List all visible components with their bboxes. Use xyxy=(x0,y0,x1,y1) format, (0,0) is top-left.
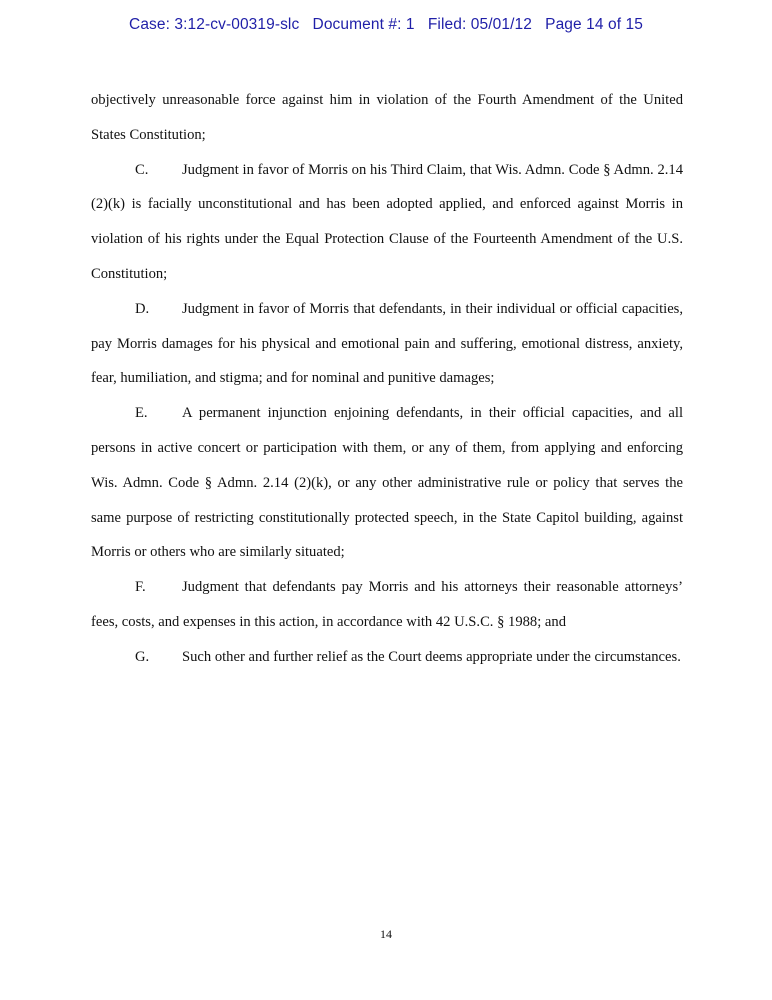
relief-item-text: Such other and further relief as the Court deems appropriate under the circumstances. xyxy=(182,648,681,665)
relief-item-letter: F. xyxy=(135,579,146,596)
document-body xyxy=(91,83,683,675)
relief-item-text: Judgment in favor of Morris on his Third Claim, that Wis. Admn. Code § Admn. 2.14 (2)(k) is facially unconstitutional and has been adopted applied, and enforced against Morris in violation of his rights under the Equal Protection Clause of the Fourteenth Amendment of the U.S. Constitution; xyxy=(91,161,683,282)
relief-item-letter: C. xyxy=(135,161,149,178)
relief-item-text: Judgment in favor of Morris that defendants, in their individual or official capacities, pay Morris damages for his physical and emotional pain and suffering, emotional distress, anxiety, fear, humiliation, and stigma; and for nominal and punitive damages; xyxy=(91,300,683,387)
page-number: 14 xyxy=(380,927,392,941)
case-header: Case: 3:12-cv-00319-slc Document #: 1 Filed: 05/01/12 Page 14 of 15 xyxy=(129,16,643,33)
relief-item-letter: G. xyxy=(135,648,150,665)
relief-item-text: Judgment that defendants pay Morris and his attorneys their reasonable attorneys’ fees, costs, and expenses in this action, in accordance with 42 U.S.C. § 1988; and xyxy=(91,579,683,630)
relief-item-letter: E. xyxy=(135,405,148,422)
relief-item-text: A permanent injunction enjoining defendants, in their official capacities, and all persons in active concert or participation with them, or any of them, from applying and enforcing Wis. Admn. Code § Admn. 2.14 (2)(k), or any other administrative rule or policy that serves the same purpose of restricting constitutionally protected speech, in the State Capitol building, against Morris or others who are similarly situated; xyxy=(91,405,683,561)
relief-item-g xyxy=(91,640,683,675)
relief-item-d xyxy=(91,292,683,396)
continuation-paragraph: objectively unreasonable force against him in violation of the Fourth Amendment of the United States Constitution; xyxy=(91,92,683,143)
relief-item-e xyxy=(91,396,683,570)
relief-item-f xyxy=(91,570,683,640)
relief-item-c xyxy=(91,153,683,292)
relief-item-letter: D. xyxy=(135,300,150,317)
